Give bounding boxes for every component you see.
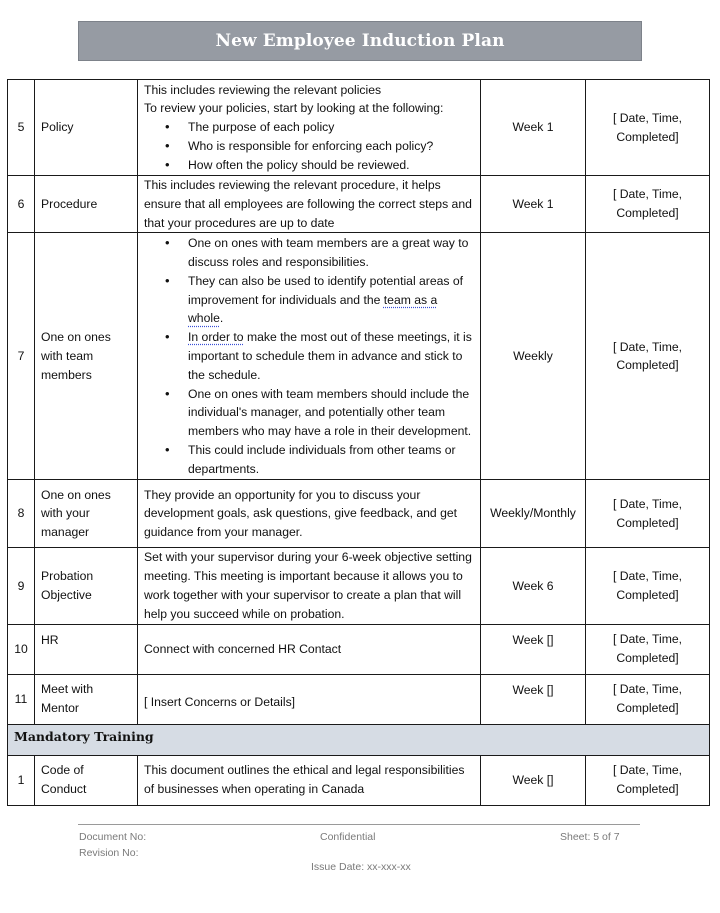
timing: Weekly [481,233,586,480]
timing: Week [] [481,624,586,674]
row-number: 1 [8,755,35,805]
timing: Weekly/Monthly [481,480,586,548]
item-name: One on ones with your manager [35,480,138,548]
row-number: 8 [8,480,35,548]
item-name: Code of Conduct [35,755,138,805]
item-name: One on ones with team members [35,233,138,480]
item-description: Set with your supervisor during your 6-week objective setting meeting. This meeting is important because it allows you to work together with your supervisor to create a plan that will help you succeed while on probation. [138,548,481,624]
bullet-item: • Who is responsible for enforcing each policy? [188,137,474,156]
row-number: 9 [8,548,35,624]
footer-confidential: Confidential [320,831,376,843]
item-description: [ Insert Concerns or Details] [138,674,481,724]
description-line: To review your policies, start by looking at the following: [144,101,444,116]
page-title: New Employee Induction Plan [215,31,505,51]
row-number: 5 [8,80,35,176]
bullet-item: • This could include individuals from other teams or departments. [188,441,474,479]
table-row [8,176,710,233]
status-placeholder[interactable]: [ Date, Time, Completed] [586,480,710,548]
item-description [138,80,481,176]
bullet-item: • The purpose of each policy [188,118,474,137]
item-name: HR [35,624,138,674]
bullet-item: • In order to make the most out of these meetings, it is important to schedule them in advance and stick to the schedule. [188,328,474,384]
timing: Week 1 [481,80,586,176]
item-name: Meet with Mentor [35,674,138,724]
table-row [8,233,710,480]
bullet-item: • One on ones with team members should include the individual's manager, and potentially other team members who may have a role in their development. [188,385,474,441]
status-placeholder[interactable]: [ Date, Time, Completed] [586,176,710,233]
bullet-list [144,118,474,174]
bullet-item: • They can also be used to identify potential areas of improvement for individuals and the team as a whole. [188,272,474,328]
section-header-row [8,724,710,755]
row-number: 11 [8,674,35,724]
footer-revision-no: Revision No: [79,847,139,859]
item-description: Connect with concerned HR Contact [138,624,481,674]
timing: Week [] [481,755,586,805]
footer-document-no: Document No: [79,831,147,843]
row-number: 10 [8,624,35,674]
description-line: This includes reviewing the relevant policies [144,82,382,97]
bullet-list [144,234,474,478]
timing: Week [] [481,674,586,724]
timing: Week 1 [481,176,586,233]
status-placeholder[interactable]: [ Date, Time, Completed] [586,80,710,176]
footer-divider [78,824,640,825]
induction-plan-table [7,79,710,806]
item-name: Policy [35,80,138,176]
status-placeholder[interactable]: [ Date, Time, Completed] [586,624,710,674]
item-description: This document outlines the ethical and legal responsibilities of businesses when operating in Canada [138,755,481,805]
table-row [8,674,710,724]
row-number: 7 [8,233,35,480]
title-banner [78,21,642,61]
timing: Week 6 [481,548,586,624]
status-placeholder[interactable]: [ Date, Time, Completed] [586,755,710,805]
item-name: Procedure [35,176,138,233]
row-number: 6 [8,176,35,233]
item-name: Probation Objective [35,548,138,624]
table-row [8,80,710,176]
status-placeholder[interactable]: [ Date, Time, Completed] [586,674,710,724]
footer-issue-date: Issue Date: xx-xxx-xx [311,861,411,873]
status-placeholder[interactable]: [ Date, Time, Completed] [586,548,710,624]
item-description: They provide an opportunity for you to discuss your development goals, ask questions, give feedback, and get guidance from your manager. [138,480,481,548]
item-description: This includes reviewing the relevant procedure, it helps ensure that all employees are following the correct steps and that your procedures are up to date [138,176,481,233]
item-description [138,233,481,480]
bullet-item: • How often the policy should be reviewed. [188,156,474,175]
section-title: Mandatory Training [8,724,710,755]
table-row [8,480,710,548]
footer-sheet-number: Sheet: 5 of 7 [560,831,620,843]
table-row [8,624,710,674]
status-placeholder[interactable]: [ Date, Time, Completed] [586,233,710,480]
table-row [8,548,710,624]
table-row [8,755,710,805]
bullet-item: • One on ones with team members are a great way to discuss roles and responsibilities. [188,234,474,272]
